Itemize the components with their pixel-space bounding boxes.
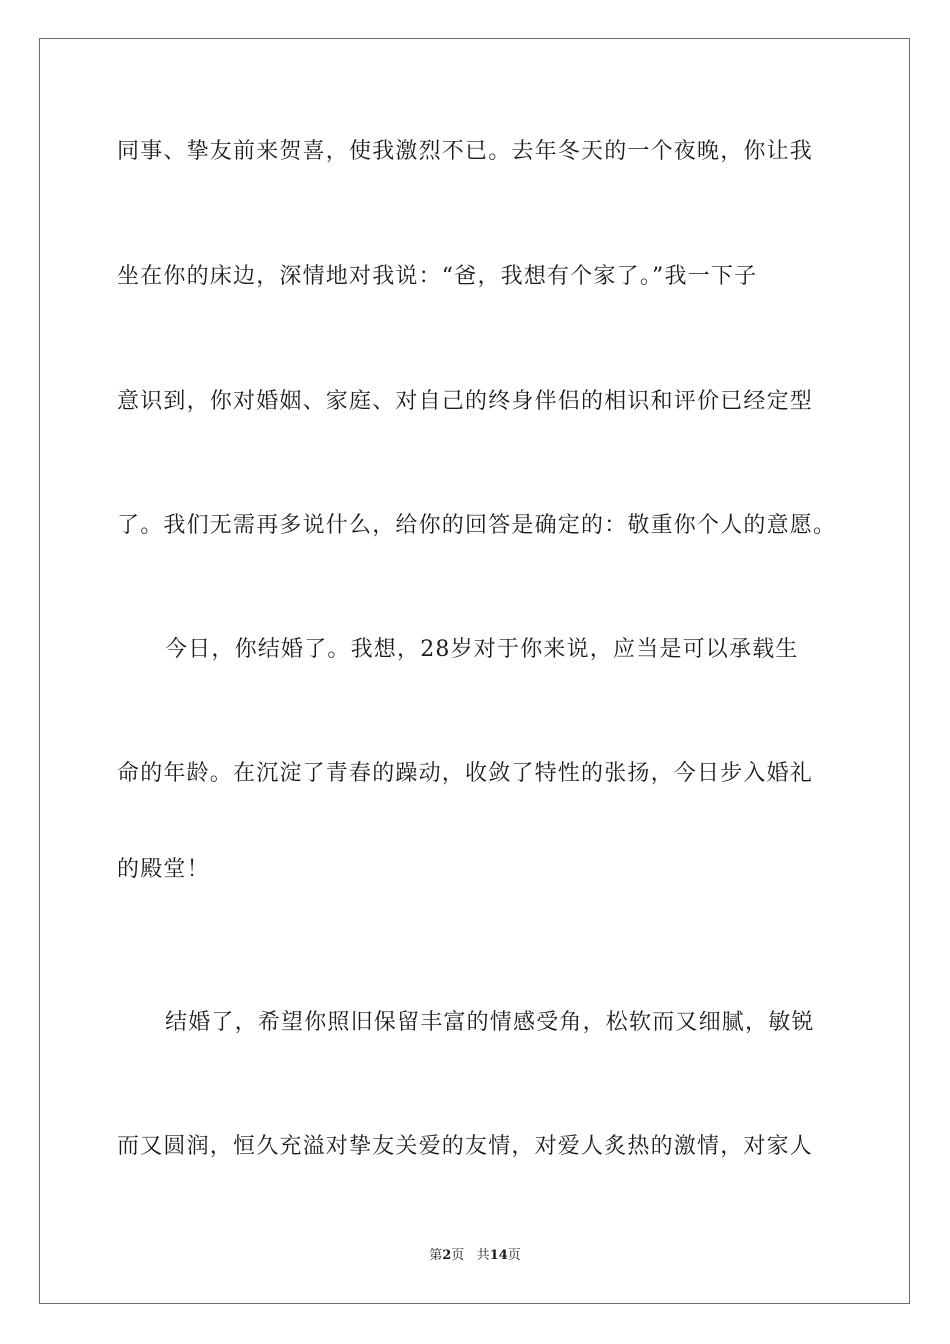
page-prefix: 第 xyxy=(429,1248,443,1263)
page-suffix: 页 xyxy=(451,1248,465,1263)
text-line-6: 命的年龄。在沉淀了青春的躁动，收敛了特性的张扬，今日步入婚礼 xyxy=(117,761,814,786)
page-number: 2 xyxy=(442,1248,452,1263)
total-suffix: 页 xyxy=(507,1248,521,1263)
total-prefix: 共 xyxy=(476,1248,490,1263)
text-line-3: 意识到，你对婚姻、家庭、对自己的终身伴侣的相识和评价已经定型 xyxy=(117,389,814,414)
text-line-4: 了。我们无需再多说什么，给你的回答是确定的：敬重你个人的意愿。 xyxy=(117,513,837,538)
page-border xyxy=(39,38,910,1304)
text-line-2: 坐在你的床边，深情地对我说：“爸，我想有个家了。”我一下子 xyxy=(117,264,758,289)
page-footer xyxy=(0,1247,950,1265)
text-line-9: 而又圆润，恒久充溢对挚友关爱的友情，对爱人炙热的激情，对家人 xyxy=(117,1134,814,1159)
paragraph-start-line: 结婚了，希望你照旧保留丰富的情感受角，松软而又细腻，敏锐 xyxy=(165,1010,815,1035)
text-line-1: 同事、挚友前来贺喜，使我激烈不已。去年冬天的一个夜晚，你让我 xyxy=(117,139,814,164)
text-line-7: 的殿堂！ xyxy=(117,857,210,882)
paragraph-start-line: 今日，你结婚了。我想，28岁对于你来说，应当是可以承载生 xyxy=(165,637,799,662)
total-pages: 14 xyxy=(489,1248,508,1263)
